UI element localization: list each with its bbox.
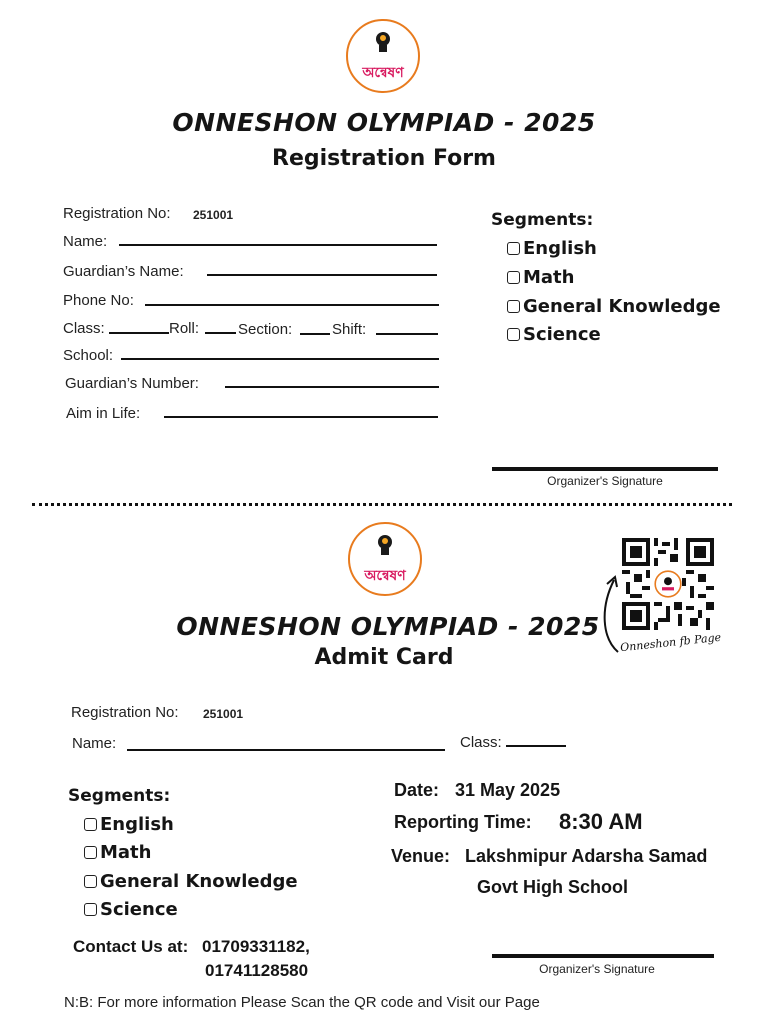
segment-label: General Knowledge: [523, 296, 721, 317]
reporting-time-label: Reporting Time:: [394, 812, 532, 832]
logo-text: অন্বেষণ: [364, 568, 406, 584]
segment-english[interactable]: [507, 238, 597, 259]
shift-label: Shift:: [332, 321, 367, 338]
admit-class-line[interactable]: [506, 745, 566, 747]
reg-no-value: 251001: [193, 208, 234, 222]
admit-segment-english[interactable]: [84, 814, 174, 835]
venue-line-1: Lakshmipur Adarsha Samad: [465, 846, 708, 866]
date-label: Date:: [394, 780, 440, 800]
checkbox[interactable]: [507, 242, 520, 255]
qr-code-icon[interactable]: [622, 538, 714, 630]
shift-line[interactable]: [376, 333, 438, 335]
venue-line-2: Govt High School: [477, 877, 628, 897]
roll-label: Roll:: [169, 320, 200, 337]
admit-signature-line: [492, 954, 714, 958]
name-line[interactable]: [119, 244, 437, 246]
date-value: 31 May 2025: [455, 780, 561, 800]
cut-line: [32, 503, 732, 506]
segment-science[interactable]: [507, 324, 601, 345]
logo: [348, 522, 422, 596]
admit-title: ONNESHON OLYMPIAD - 2025: [176, 612, 600, 641]
checkbox[interactable]: [84, 818, 97, 831]
guardian-number-line[interactable]: [225, 386, 439, 388]
admit-subtitle: Admit Card: [314, 645, 454, 670]
reg-no-label: Registration No:: [63, 205, 171, 222]
checkbox[interactable]: [84, 846, 97, 859]
footer-note: N:B: For more information Please Scan the QR code and Visit our Page: [64, 994, 540, 1011]
segment-general-knowledge[interactable]: [507, 296, 721, 317]
segment-label: English: [523, 238, 597, 259]
phone-label: Phone No:: [63, 292, 134, 309]
roll-line[interactable]: [205, 332, 236, 334]
aim-line[interactable]: [164, 416, 438, 418]
checkbox[interactable]: [507, 328, 520, 341]
school-label: School:: [63, 347, 114, 364]
admit-segment-math[interactable]: [84, 842, 151, 863]
registration-title: ONNESHON OLYMPIAD - 2025: [172, 108, 596, 137]
admit-class-label: Class:: [460, 734, 502, 751]
checkbox[interactable]: [507, 271, 520, 284]
phone-line[interactable]: [145, 304, 439, 306]
section-label: Section:: [238, 321, 293, 338]
admit-segments-title: Segments:: [68, 786, 171, 806]
venue-label: Venue:: [391, 846, 451, 866]
contact-phone-1: 01709331182,: [202, 937, 310, 956]
signature-line: [492, 467, 718, 471]
checkbox[interactable]: [84, 903, 97, 916]
registration-subtitle: Registration Form: [272, 146, 496, 171]
guardian-name-line[interactable]: [207, 274, 437, 276]
checkbox[interactable]: [507, 300, 520, 313]
section-line[interactable]: [300, 333, 330, 335]
class-line[interactable]: [109, 332, 169, 334]
reporting-time-value: 8:30 AM: [559, 809, 643, 834]
contact-label: Contact Us at:: [73, 937, 189, 956]
segment-label: Science: [100, 899, 178, 920]
name-label: Name:: [63, 233, 108, 250]
segment-label: Math: [523, 267, 575, 288]
segment-label: English: [100, 814, 174, 835]
segment-label: Science: [523, 324, 601, 345]
logo-text: অন্বেষণ: [362, 65, 404, 81]
segments-title: Segments:: [491, 210, 594, 230]
guardian-name-label: Guardian’s Name:: [63, 263, 184, 280]
segment-math[interactable]: [507, 267, 574, 288]
school-line[interactable]: [121, 358, 439, 360]
admit-segment-science[interactable]: [84, 899, 178, 920]
contact-phone-2: 01741128580: [205, 961, 309, 980]
admit-segment-general-knowledge[interactable]: [84, 871, 298, 892]
signature-label: Organizer's Signature: [547, 474, 663, 488]
admit-reg-no-label: Registration No:: [71, 704, 179, 721]
admit-name-line[interactable]: [127, 749, 445, 751]
checkbox[interactable]: [84, 875, 97, 888]
admit-signature-label: Organizer's Signature: [539, 962, 655, 976]
admit-name-label: Name:: [72, 735, 117, 752]
segment-label: Math: [100, 842, 152, 863]
admit-reg-no-value: 251001: [203, 707, 244, 721]
guardian-number-label: Guardian’s Number:: [65, 375, 199, 392]
aim-label: Aim in Life:: [66, 405, 141, 422]
class-label: Class:: [63, 320, 105, 337]
qr-caption: Onneshon fb Page: [619, 630, 722, 655]
logo: [346, 19, 420, 93]
segment-label: General Knowledge: [100, 871, 298, 892]
